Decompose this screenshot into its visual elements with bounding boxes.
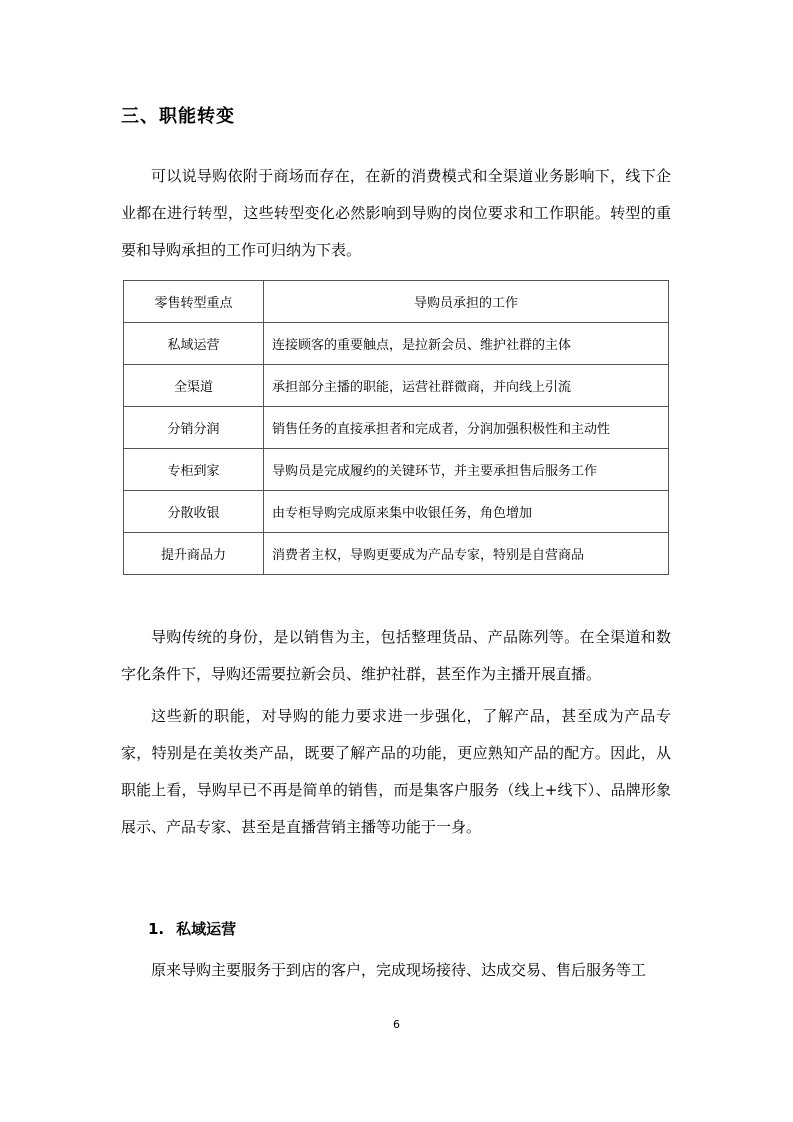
section-heading: 三、职能转变 <box>121 106 235 127</box>
table-row <box>124 491 669 533</box>
table-header-row <box>124 281 669 323</box>
intro-paragraph: 可以说导购依附于商场而存在，在新的消费模式和全渠道业务影响下，线下企业都在进行转型，这些转型变化必然影响到导购的岗位要求和工作职能。转型的重要和导购承担的工作可归纳为下表。 <box>121 167 671 259</box>
table-row <box>124 407 669 449</box>
table-cell-focus: 分销分润 <box>124 407 264 449</box>
table-cell-work: 承担部分主播的职能，运营社群微商，并向线上引流 <box>264 365 669 407</box>
page-number: 6 <box>393 1018 400 1031</box>
table-cell-work: 消费者主权，导购更要成为产品专家，特别是自营商品 <box>264 533 669 575</box>
identity-paragraph: 导购传统的身份，是以销售为主，包括整理货品、产品陈列等。在全渠道和数字化条件下，导购还需要拉新会员、维护社群，甚至作为主播开展直播。 <box>121 628 671 683</box>
table-row <box>124 365 669 407</box>
table-cell-work: 由专柜导购完成原来集中收银任务，角色增加 <box>264 491 669 533</box>
table-cell-focus: 专柜到家 <box>124 449 264 491</box>
transformation-table <box>123 280 669 575</box>
table-cell-work: 导购员是完成履约的关键环节，并主要承担售后服务工作 <box>264 449 669 491</box>
table-row <box>124 533 669 575</box>
new-functions-paragraph: 这些新的职能，对导购的能力要求进一步强化，了解产品，甚至成为产品专家，特别是在美妆类产品，既要了解产品的功能，更应熟知产品的配方。因此，从职能上看，导购早已不再是简单的销售，而是集客户服务（线上+线下）、品牌形象展示、产品专家、甚至是直播营销主播等功能于一身。 <box>121 707 671 836</box>
table-row <box>124 323 669 365</box>
table-header-focus: 零售转型重点 <box>124 281 264 323</box>
table-cell-focus: 提升商品力 <box>124 533 264 575</box>
table-cell-work: 销售任务的直接承担者和完成者，分润加强积极性和主动性 <box>264 407 669 449</box>
table-header-work: 导购员承担的工作 <box>264 281 669 323</box>
subsection-number: 1. <box>148 920 165 938</box>
table-row <box>124 449 669 491</box>
subsection-heading <box>148 918 236 940</box>
table-cell-focus: 全渠道 <box>124 365 264 407</box>
private-ops-paragraph: 原来导购主要服务于到店的客户，完成现场接待、达成交易、售后服务等工 <box>151 961 647 979</box>
subsection-title: 私域运营 <box>176 920 237 938</box>
table-cell-work: 连接顾客的重要触点，是拉新会员、维护社群的主体 <box>264 323 669 365</box>
table-cell-focus: 分散收银 <box>124 491 264 533</box>
table-cell-focus: 私域运营 <box>124 323 264 365</box>
